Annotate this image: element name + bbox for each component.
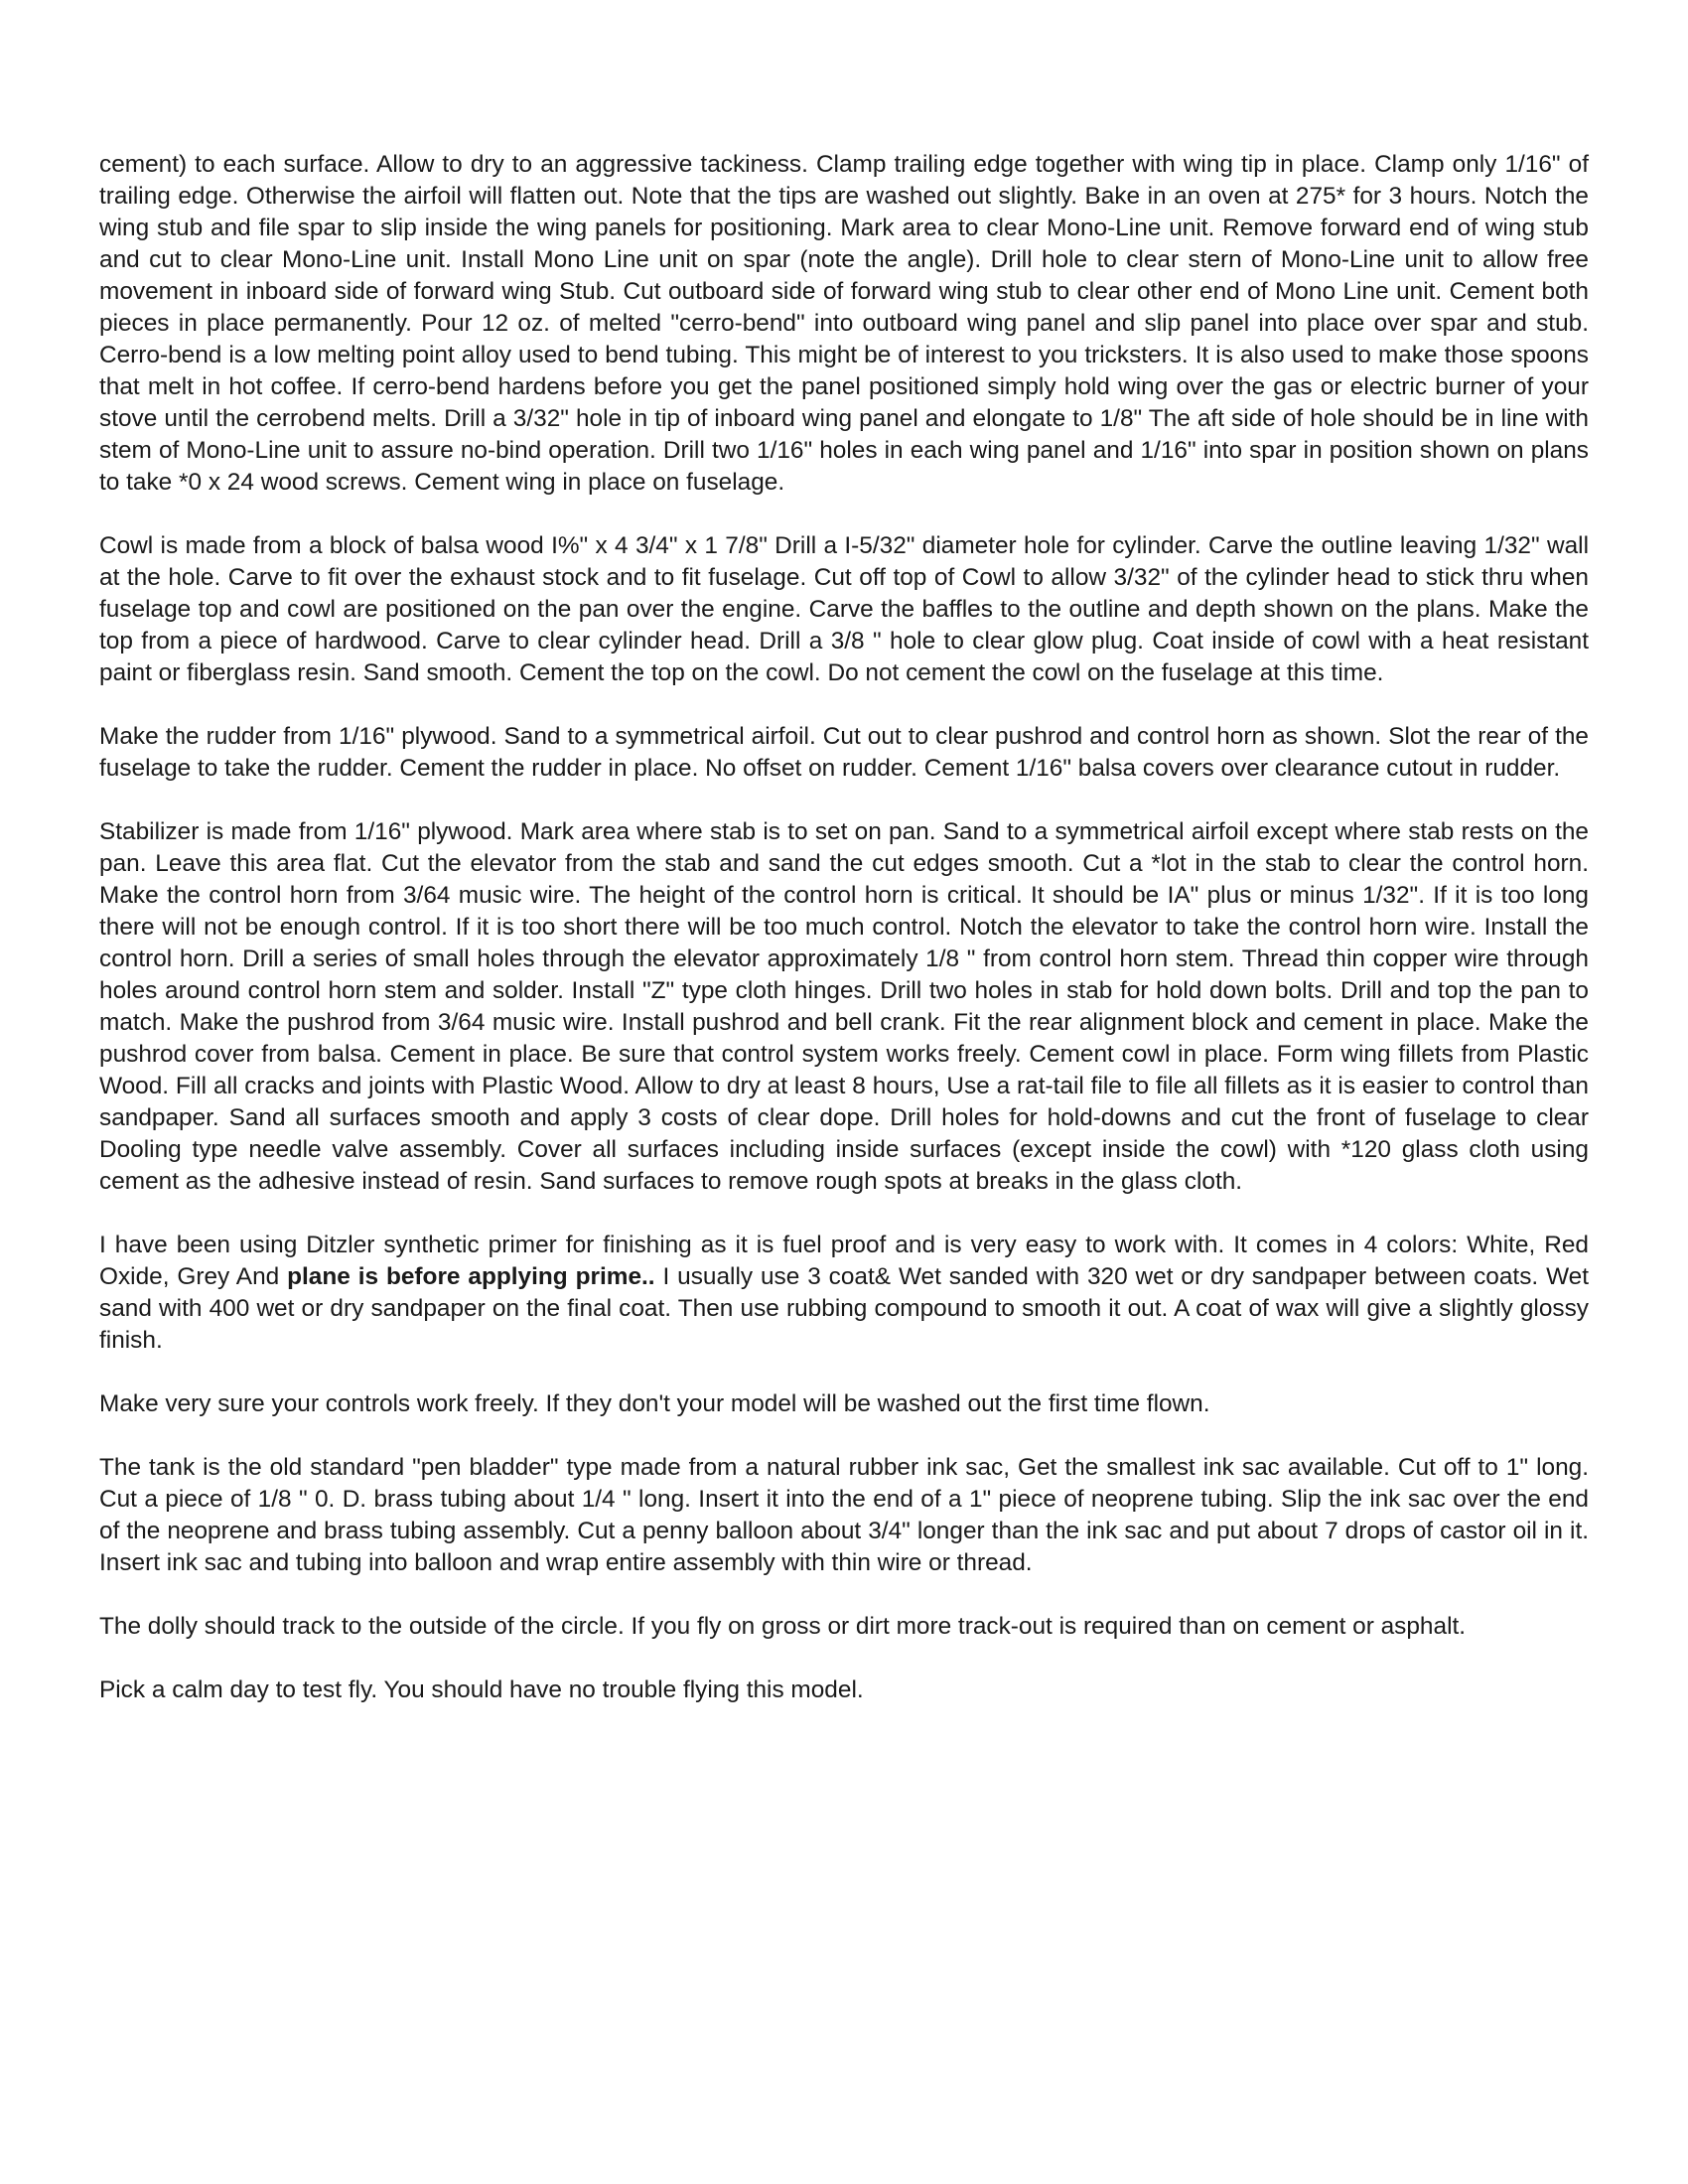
document-page (99, 149, 1589, 1738)
paragraph-wing-assembly: cement) to each surface. Allow to dry to an aggressive tackiness. Clamp trailing edge together with wing tip in place. Clamp only 1/16" of trailing edge. Otherwise the airfoil will flatten out. Note that the tips are washed out slightly. Bake in an oven at 275* for 3 hours. Notch the wing stub and file spar to slip inside the wing panels for positioning. Mark area to clear Mono-Line unit. Remove forward end of wing stub and cut to clear Mono-Line unit. Install Mono Line unit on spar (note the angle). Drill hole to clear stern of Mono-Line unit to allow free movement in inboard side of forward wing Stub. Cut outboard side of forward wing stub to clear other end of Mono Line unit. Cement both pieces in place permanently. Pour 12 oz. of melted "cerro-bend" into outboard wing panel and slip panel into place over spar and stub. Cerro-bend is a low melting point alloy used to bend tubing. This might be of interest to you tricksters. It is also used to make those spoons that melt in hot coffee. If cerro-bend hardens before you get the panel positioned simply hold wing over the gas or electric burner of your stove until the cerrobend melts. Drill a 3/32" hole in tip of inboard wing panel and elongate to 1/8" The aft side of hole should be in line with stem of Mono-Line unit to assure no-bind operation. Drill two 1/16" holes in each wing panel and 1/16" into spar in position shown on plans to take *0 x 24 wood screws. Cement wing in place on fuselage. (99, 151, 1589, 496)
finishing-text-end: I usually use 3 coat& Wet sanded with 320 wet or dry sandpaper between coats. Wet sand with 400 wet or dry sandpaper on the final coat. Then use rubbing compound to smooth it out. A coat of wax will give a slightly glossy finish. (99, 1263, 1589, 1354)
paragraph-stabilizer: Stabilizer is made from 1/16" plywood. Mark area where stab is to set on pan. Sand to a symmetrical airfoil except where stab rests on the pan. Leave this area flat. Cut the elevator from the stab and sand the cut edges smooth. Cut a *lot in the stab to clear the control horn. Make the control horn from 3/64 music wire. The height of the control horn is critical. It should be IA" plus or minus 1/32". If it is too long there will not be enough control. If it is too short there will be too much control. Notch the elevator to take the control horn wire. Install the control horn. Drill a series of small holes through the elevator approximately 1/8 " from control horn stem. Thread thin copper wire through holes around control horn stem and solder. Install "Z" type cloth hinges. Drill two holes in stab for hold down bolts. Drill and top the pan to match. Make the pushrod from 3/64 music wire. Install pushrod and bell crank. Fit the rear alignment block and cement in place. Make the pushrod cover from balsa. Cement in place. Be sure that control system works freely. Cement cowl in place. Form wing fillets from Plastic Wood. Fill all cracks and joints with Plastic Wood. Allow to dry at least 8 hours, Use a rat-tail file to file all fillets as it is easier to control than sandpaper. Sand all surfaces smooth and apply 3 costs of clear dope. Drill holes for hold-downs and cut the front of fuselage to clear Dooling type needle valve assembly. Cover all surfaces including inside surfaces (except inside the cowl) with *120 glass cloth using cement as the adhesive instead of resin. Sand surfaces to remove rough spots at breaks in the glass cloth. (99, 818, 1589, 1195)
paragraph-dolly: The dolly should track to the outside of the circle. If you fly on gross or dirt more track-out is required than on cement or asphalt. (99, 1613, 1467, 1640)
paragraph-rudder: Make the rudder from 1/16" plywood. Sand to a symmetrical airfoil. Cut out to clear pushrod and control horn as shown. Slot the rear of the fuselage to take the rudder. Cement the rudder in place. No offset on rudder. Cement 1/16" balsa covers over clearance cutout in rudder. (99, 723, 1589, 782)
finishing-text-start: I have been using Ditzler synthetic primer for finishing as it is fuel proof and is very easy to work with. It comes in 4 colors: White, Red Oxide, Grey And (99, 1232, 1589, 1290)
paragraph-finishing (99, 1230, 1589, 1357)
finishing-bold-text: plane is before applying prime.. (287, 1263, 655, 1290)
paragraph-cowl: Cowl is made from a block of balsa wood I%" x 4 3/4" x 1 7/8" Drill a I-5/32" diameter hole for cylinder. Carve the outline leaving 1/32" wall at the hole. Carve to fit over the exhaust stock and to fit fuselage. Cut off top of Cowl to allow 3/32" of the cylinder head to stick thru when fuselage top and cowl are positioned on the pan over the engine. Carve the baffles to the outline and depth shown on the plans. Make the top from a piece of hardwood. Carve to clear cylinder head. Drill a 3/8 " hole to clear glow plug. Coat inside of cowl with a heat resistant paint or fiberglass resin. Sand smooth. Cement the top on the cowl. Do not cement the cowl on the fuselage at this time. (99, 532, 1589, 686)
paragraph-test-fly: Pick a calm day to test fly. You should have no trouble flying this model. (99, 1676, 864, 1703)
paragraph-controls: Make very sure your controls work freely. If they don't your model will be washed out the first time flown. (99, 1390, 1210, 1417)
paragraph-tank: The tank is the old standard "pen bladder" type made from a natural rubber ink sac, Get the smallest ink sac available. Cut off to 1" long. Cut a piece of 1/8 " 0. D. brass tubing about 1/4 " long. Insert it into the end of a 1" piece of neoprene tubing. Slip the ink sac over the end of the neoprene and brass tubing assembly. Cut a penny balloon about 3/4" longer than the ink sac and put about 7 drops of castor oil in it. Insert ink sac and tubing into balloon and wrap entire assembly with thin wire or thread. (99, 1454, 1589, 1576)
